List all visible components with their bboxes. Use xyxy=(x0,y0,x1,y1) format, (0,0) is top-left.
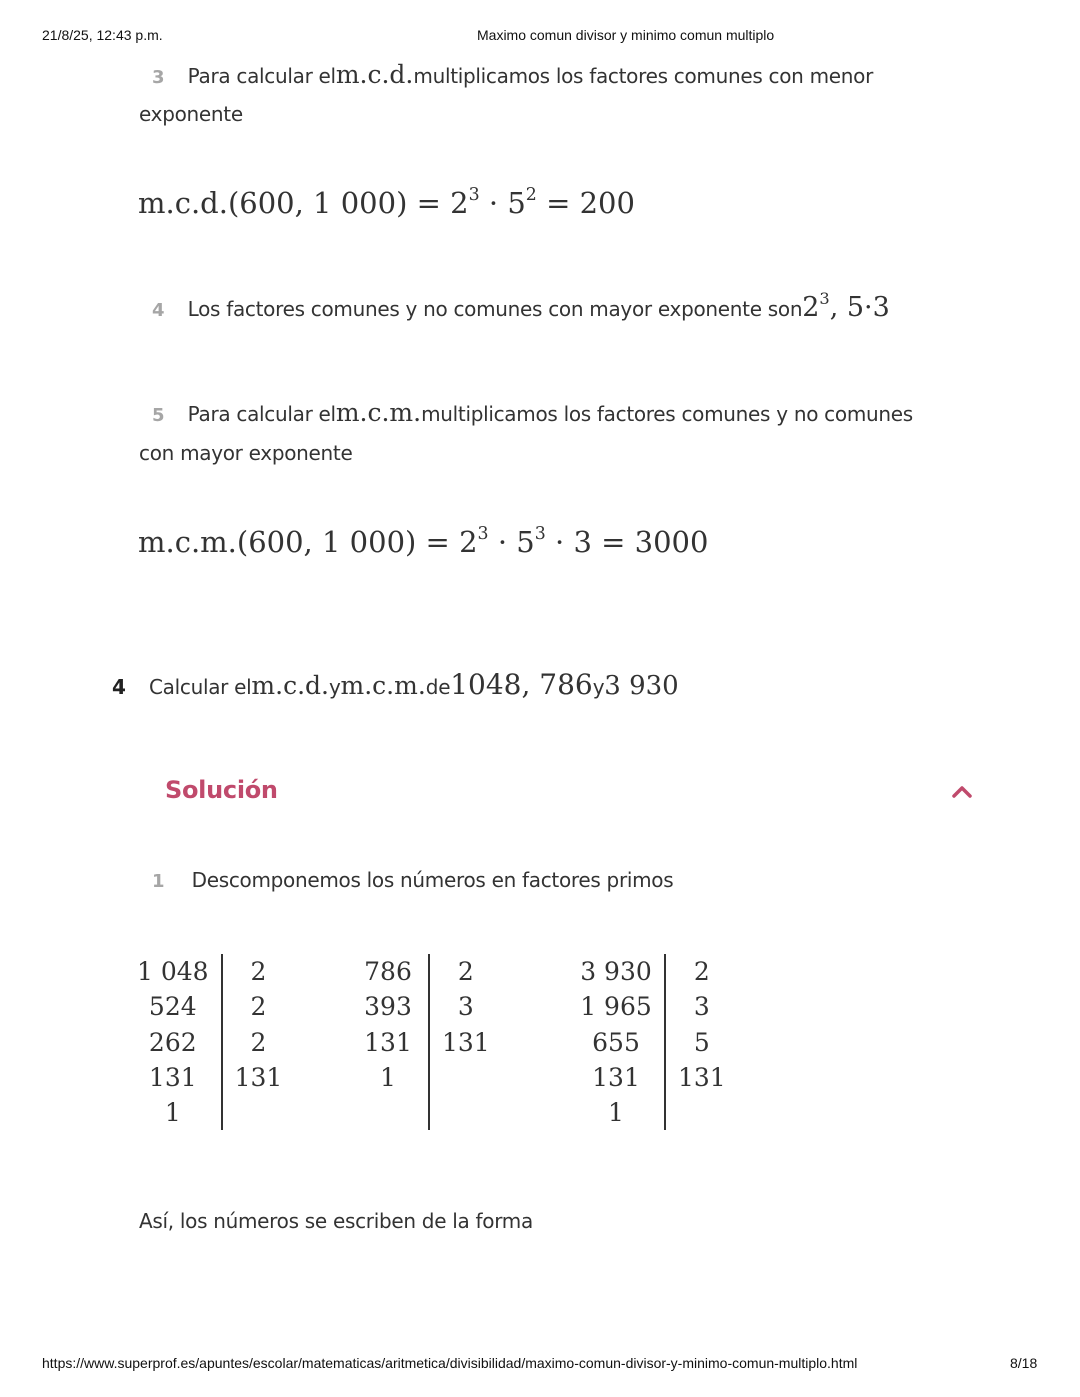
dividend: 1 xyxy=(360,1060,429,1095)
prime-factor xyxy=(665,1095,726,1130)
prime-factor: 2 xyxy=(693,957,710,986)
print-datetime: 21/8/25, 12:43 p.m. xyxy=(42,27,163,43)
prime-factor xyxy=(429,1060,490,1095)
exponent: 3 xyxy=(819,288,830,308)
prime-factor: 131 xyxy=(678,1062,726,1092)
dividend: 1 xyxy=(580,1095,665,1130)
equation-part: m.c.d.(600, 1 000) = 2 xyxy=(138,186,469,220)
math-inline: m.c.d. xyxy=(335,60,414,89)
print-url[interactable]: https://www.superprof.es/apuntes/escolar/matematicas/aritmetica/divisibilidad/maximo-comun-divisor-y-minimo-comun-multiplo.html xyxy=(42,1355,858,1371)
prime-factor: 131 xyxy=(234,1062,283,1092)
solution-step-1 xyxy=(152,868,673,892)
problem-text: y xyxy=(328,675,341,699)
table-row xyxy=(137,1025,282,1060)
prime-factor: 131 xyxy=(442,1027,490,1057)
table-row xyxy=(137,989,282,1024)
step-text: multiplicamos los factores comunes con menor xyxy=(413,64,874,88)
step-number: 4 xyxy=(152,300,165,321)
step-text-continuation: con mayor exponente xyxy=(139,441,353,465)
prime-factor: 2 xyxy=(250,992,267,1022)
table-row xyxy=(580,1025,726,1060)
math-inline: 3 930 xyxy=(604,671,679,701)
prime-factor xyxy=(222,1095,283,1130)
table-row xyxy=(360,1095,490,1130)
exponent: 3 xyxy=(477,523,489,544)
table-row xyxy=(580,989,726,1024)
table-row xyxy=(137,1095,282,1130)
dividend: 131 xyxy=(580,1060,665,1095)
dividend: 393 xyxy=(360,989,429,1024)
math-inline: m.c.m. xyxy=(335,398,422,427)
table-row xyxy=(137,954,282,989)
solution-toggle-label[interactable]: Solución xyxy=(165,776,278,804)
dividend: 262 xyxy=(137,1025,222,1060)
table-row xyxy=(360,954,490,989)
dividend: 131 xyxy=(137,1060,222,1095)
step-number: 3 xyxy=(152,67,165,88)
equation-part: · 5 xyxy=(488,525,535,559)
dividend: 1 965 xyxy=(580,989,665,1024)
dividend: 786 xyxy=(360,954,429,989)
equation-part: m.c.m.(600, 1 000) = 2 xyxy=(138,525,478,559)
table-row xyxy=(580,1095,726,1130)
step-3 xyxy=(152,60,873,89)
problem-number: 4 xyxy=(112,675,126,699)
step-text: multiplicamos los factores comunes y no comunes xyxy=(421,402,913,426)
math-rest: , 5·3 xyxy=(829,292,890,323)
factorization-3930 xyxy=(580,954,726,1130)
dividend xyxy=(360,1095,429,1130)
equation-part: · 3 = 3000 xyxy=(545,525,709,559)
step-4 xyxy=(152,288,890,323)
prime-factor: 3 xyxy=(457,992,474,1022)
step-text: Descomponemos los números en factores primos xyxy=(191,868,674,892)
step-5 xyxy=(152,398,913,427)
table-row xyxy=(360,989,490,1024)
problem-4 xyxy=(112,668,679,701)
math-inline: 1048, 786 xyxy=(450,668,593,701)
equation-mcd xyxy=(138,186,635,220)
problem-text: y xyxy=(592,675,605,699)
prime-factor: 2 xyxy=(250,957,267,986)
problem-text: Calcular el xyxy=(149,675,252,699)
chevron-up-icon[interactable] xyxy=(951,784,973,803)
exponent: 3 xyxy=(468,184,480,205)
step-text: Los factores comunes y no comunes con mayor exponente son xyxy=(187,297,803,321)
problem-text: de xyxy=(425,675,451,699)
math-base: 2 xyxy=(802,292,820,323)
table-row xyxy=(580,954,726,989)
print-doc-title: Maximo comun divisor y minimo comun multiplo xyxy=(477,27,775,43)
factorization-786 xyxy=(360,954,490,1130)
exponent: 2 xyxy=(525,184,537,205)
table-row xyxy=(360,1060,490,1095)
dividend: 524 xyxy=(137,989,222,1024)
math-inline xyxy=(802,288,890,323)
dividend: 3 930 xyxy=(580,954,665,989)
dividend: 1 xyxy=(137,1095,222,1130)
step-text: Para calcular el xyxy=(187,402,336,426)
math-inline: m.c.m. xyxy=(340,671,426,700)
factorization-1048 xyxy=(137,954,282,1130)
equation-part: · 5 xyxy=(479,186,526,220)
closing-text: Así, los números se escriben de la forma xyxy=(139,1209,533,1233)
equation-part: = 200 xyxy=(536,186,635,220)
prime-factor: 2 xyxy=(250,1027,267,1057)
table-row xyxy=(137,1060,282,1095)
dividend: 1 048 xyxy=(137,954,222,989)
step-number: 1 xyxy=(152,871,165,892)
dividend: 131 xyxy=(360,1025,429,1060)
prime-factor: 3 xyxy=(693,992,710,1022)
equation-mcm xyxy=(138,525,708,559)
math-inline: m.c.d. xyxy=(251,671,329,700)
step-number: 5 xyxy=(152,405,165,426)
exponent: 3 xyxy=(534,523,546,544)
table-row xyxy=(580,1060,726,1095)
prime-factor: 5 xyxy=(693,1027,710,1057)
prime-factor xyxy=(429,1095,490,1130)
dividend: 655 xyxy=(580,1025,665,1060)
table-row xyxy=(360,1025,490,1060)
print-page-number: 8/18 xyxy=(1010,1355,1038,1371)
step-text-continuation: exponente xyxy=(139,102,243,126)
step-text: Para calcular el xyxy=(187,64,336,88)
prime-factor: 2 xyxy=(457,957,474,986)
